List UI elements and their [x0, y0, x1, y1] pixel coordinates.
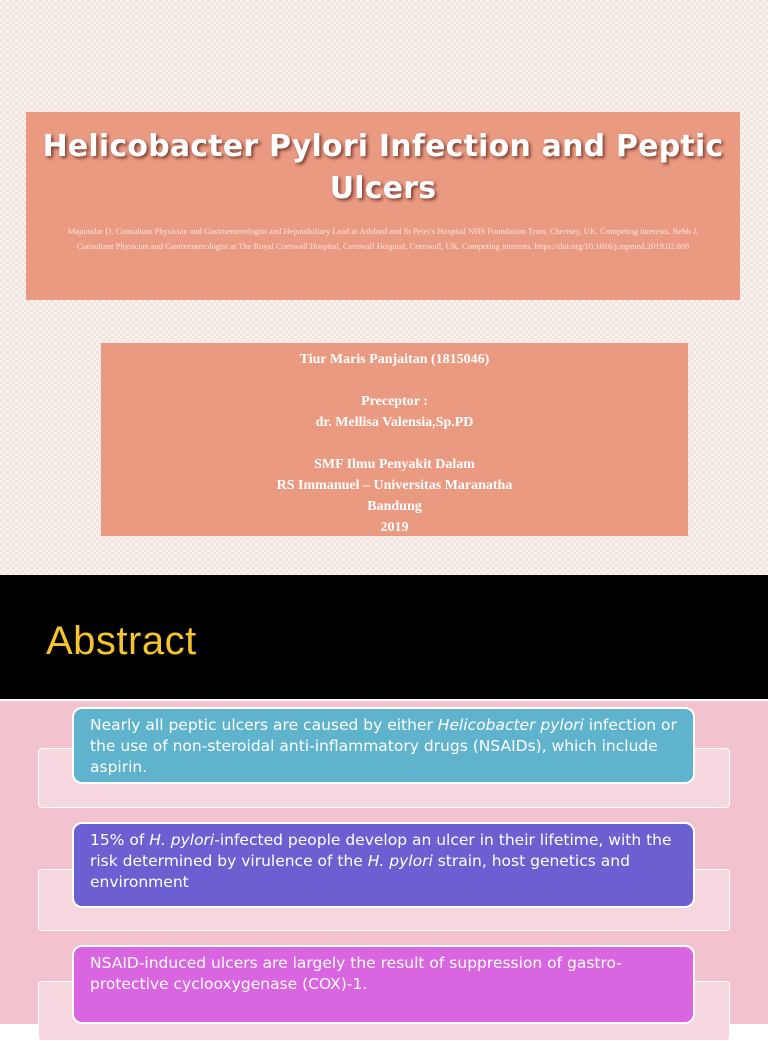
- point-1-text: Nearly all peptic ulcers are caused by either: [90, 716, 438, 734]
- institution: RS Immanuel – Universitas Maranatha: [276, 478, 513, 493]
- point-2-text: 15% of: [90, 831, 150, 849]
- abstract-slide: [0, 575, 768, 1024]
- preceptor-name: dr. Mellisa Valensia,Sp.PD: [315, 415, 474, 430]
- year: 2019: [380, 520, 409, 535]
- abstract-point-2: [72, 822, 695, 908]
- citation-text: Majumdar D, Consultant Physician and Gastroenterologist and Hepatobiliary Lead at Ashford and St Peter's Hospital NHS Foundation Trust, Chertsey, UK. Competing interests. Bebb J, Consultant Physician and Gastroenterologist at The Royal Cornwall Hospital, Cornwall Hospital, Cornwall, UK. Competing interests. https://doi.org/10.1016/j.mpmed.2019.02.008: [67, 226, 699, 251]
- point-1-italic: Helicobacter pylori: [437, 716, 584, 734]
- preceptor-label: Preceptor :: [361, 394, 428, 409]
- abstract-heading: Abstract: [46, 619, 197, 663]
- slide-title: Helicobacter Pylori Infection and Peptic Ulcers: [42, 129, 724, 206]
- abstract-content: [0, 699, 768, 1024]
- point-2-italic: H. pylori: [149, 831, 215, 849]
- title-box: [26, 112, 740, 300]
- point-2-text: -infected people develop an ulcer in their lifetime, with the risk determined by virulence of the: [90, 831, 672, 870]
- abstract-point-1: [72, 707, 695, 784]
- abstract-point-3: [72, 945, 695, 1024]
- author-name: Tiur Maris Panjaitan (1815046): [299, 352, 490, 367]
- spacer-line: [101, 370, 688, 391]
- point-2-text: strain, host genetics and environment: [90, 852, 630, 891]
- department: SMF Ilmu Penyakit Dalam: [314, 457, 475, 472]
- point-1-text: infection or the use of non-steroidal anti-inflammatory drugs (NSAIDs), which include aspirin.: [90, 716, 677, 776]
- point-2-italic: H. pylori: [367, 852, 433, 870]
- spacer-line: [101, 433, 688, 454]
- author-box: [101, 343, 688, 536]
- city: Bandung: [367, 499, 422, 514]
- point-3-text: NSAID-induced ulcers are largely the result of suppression of gastro- protective cyclooxygenase (COX)-1.: [90, 954, 622, 993]
